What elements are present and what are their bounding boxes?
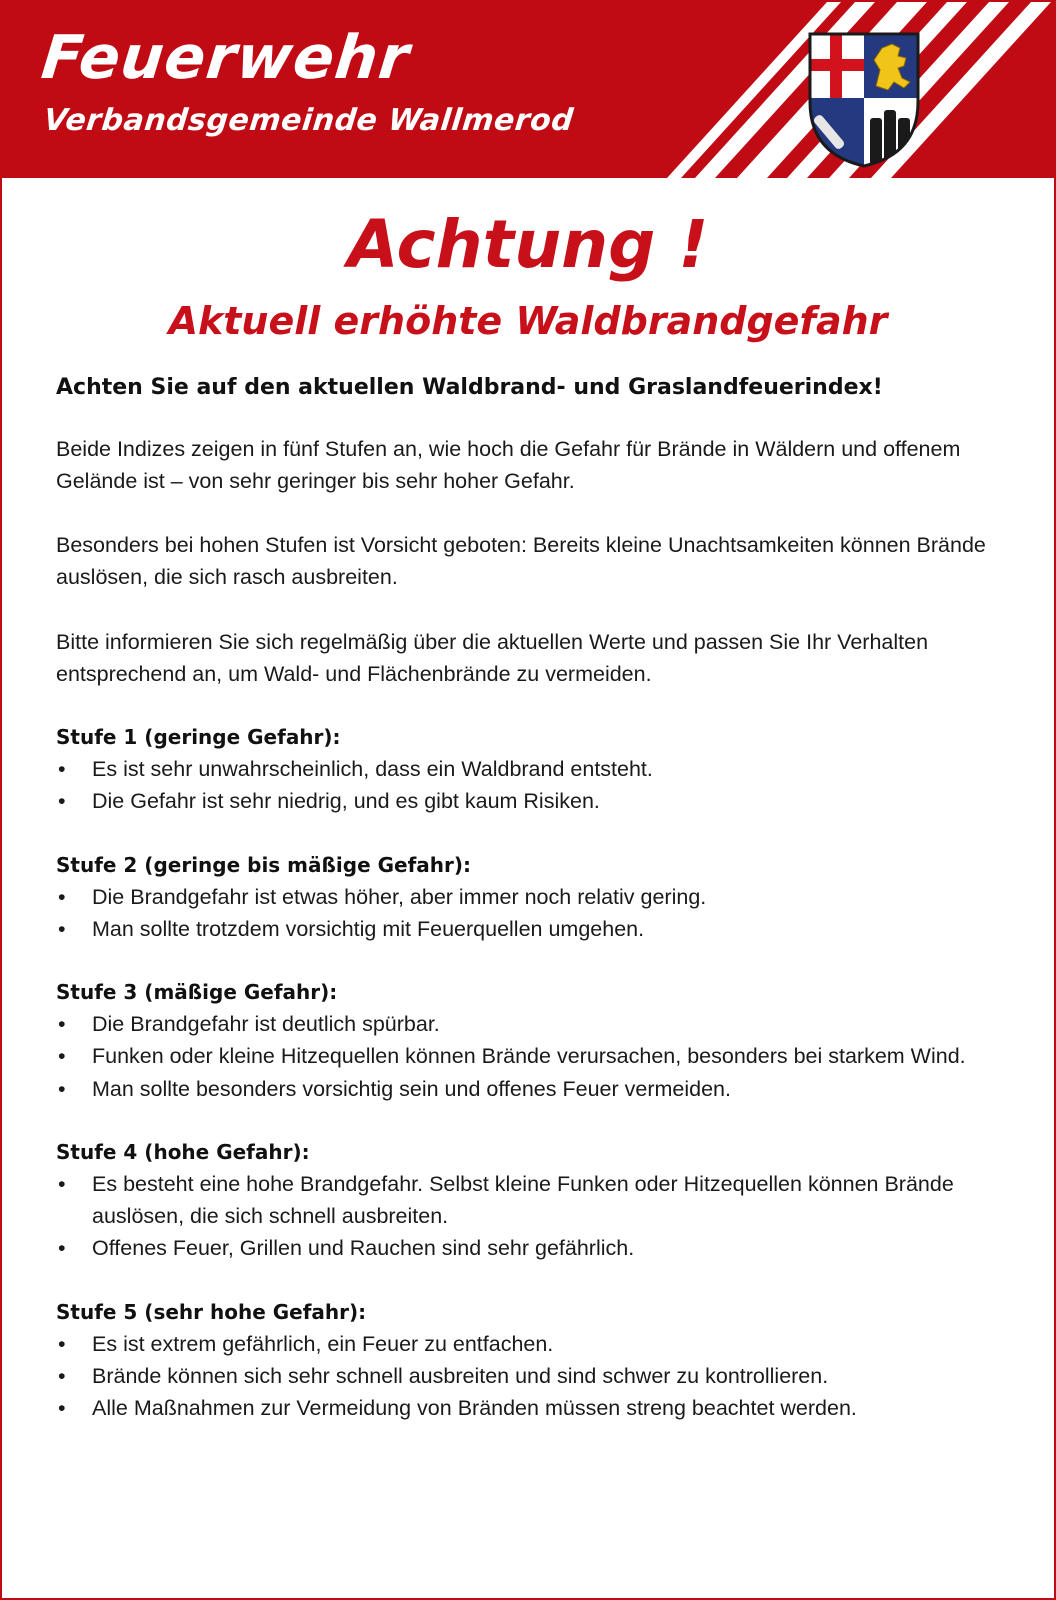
bullet-icon: • — [58, 916, 66, 941]
list-item — [56, 1392, 1016, 1424]
level-section — [56, 850, 1016, 946]
level-section — [56, 977, 1016, 1105]
level-heading: Stufe 1 (geringe Gefahr): — [56, 725, 341, 750]
list-item-text: Man sollte besonders vorsichtig sein und offenes Feuer vermeiden. — [92, 1076, 731, 1101]
list-item — [56, 881, 1016, 913]
level-list — [56, 753, 1016, 818]
lead-statement: Achten Sie auf den aktuellen Waldbrand- und Graslandfeuerindex! — [56, 375, 883, 400]
list-item-text: Die Gefahr ist sehr niedrig, und es gibt kaum Risiken. — [92, 789, 600, 814]
list-item — [56, 753, 1016, 785]
list-item — [56, 1360, 1016, 1392]
bullet-icon: • — [58, 1076, 66, 1101]
level-list — [56, 881, 1016, 946]
coat-of-arms-icon — [808, 32, 920, 168]
list-item — [56, 1008, 1016, 1040]
list-item — [56, 1073, 1016, 1105]
bullet-icon: • — [58, 789, 66, 814]
list-item-text: Funken oder kleine Hitzequellen können Brände verursachen, besonders bei starkem Wind. — [92, 1044, 966, 1069]
level-heading: Stufe 2 (geringe bis mäßige Gefahr): — [56, 852, 472, 877]
bullet-icon: • — [58, 1012, 66, 1037]
paragraph: Beide Indizes zeigen in fünf Stufen an, wie hoch die Gefahr für Brände in Wäldern und offenem Gelände ist – von sehr geringer bis sehr hoher Gefahr. — [56, 436, 961, 493]
list-item — [56, 785, 1016, 817]
level-heading: Stufe 4 (hohe Gefahr): — [56, 1139, 310, 1164]
bullet-icon: • — [58, 1363, 66, 1388]
bullet-icon: • — [58, 1331, 66, 1356]
list-item-text: Es besteht eine hohe Brandgefahr. Selbst kleine Funken oder Hitzequellen können Brände auslösen, die sich schnell ausbreiten. — [92, 1171, 954, 1229]
list-item — [56, 1232, 1016, 1264]
list-item-text: Die Brandgefahr ist deutlich spürbar. — [92, 1012, 440, 1037]
list-item — [56, 913, 1016, 945]
level-heading: Stufe 3 (mäßige Gefahr): — [56, 980, 338, 1005]
list-item-text: Brände können sich sehr schnell ausbreiten und sind schwer zu kontrollieren. — [92, 1363, 829, 1388]
level-list — [56, 1008, 1016, 1105]
bullet-icon: • — [58, 1236, 66, 1261]
warning-subtitle: Aktuell erhöhte Waldbrandgefahr — [168, 299, 888, 343]
bullet-icon: • — [58, 1171, 66, 1196]
warning-title: Achtung ! — [347, 206, 709, 283]
bullet-icon: • — [58, 1396, 66, 1421]
list-item-text: Es ist sehr unwahrscheinlich, dass ein Waldbrand entsteht. — [92, 757, 653, 782]
bullet-icon: • — [58, 1044, 66, 1069]
paragraph: Besonders bei hohen Stufen ist Vorsicht geboten: Bereits kleine Unachtsamkeiten können Brände auslösen, die sich rasch ausbreiten. — [56, 533, 986, 590]
level-list — [56, 1168, 1016, 1265]
list-item — [56, 1040, 1016, 1072]
list-item-text: Alle Maßnahmen zur Vermeidung von Bränden müssen streng beachtet werden. — [92, 1396, 857, 1421]
level-section — [56, 722, 1016, 818]
notice-content — [56, 374, 1016, 1456]
list-item-text: Es ist extrem gefährlich, ein Feuer zu entfachen. — [92, 1331, 554, 1356]
brand-title: Feuerwehr — [38, 23, 414, 93]
level-heading: Stufe 5 (sehr hohe Gefahr): — [56, 1299, 367, 1324]
list-item — [56, 1328, 1016, 1360]
bullet-icon: • — [58, 884, 66, 909]
level-list — [56, 1328, 1016, 1425]
level-section — [56, 1297, 1016, 1425]
list-item-text: Man sollte trotzdem vorsichtig mit Feuerquellen umgehen. — [92, 916, 645, 941]
list-item — [56, 1168, 1016, 1233]
brand-subtitle: Verbandsgemeinde Wallmerod — [42, 103, 576, 138]
list-item-text: Die Brandgefahr ist etwas höher, aber immer noch relativ gering. — [92, 884, 707, 909]
list-item-text: Offenes Feuer, Grillen und Rauchen sind sehr gefährlich. — [92, 1236, 635, 1261]
level-section — [56, 1137, 1016, 1265]
paragraph: Bitte informieren Sie sich regelmäßig über die aktuellen Werte und passen Sie Ihr Verhalten entsprechend an, um Wald- und Flächenbrände zu vermeiden. — [56, 629, 929, 686]
header-banner — [2, 2, 1054, 178]
bullet-icon: • — [58, 757, 66, 782]
